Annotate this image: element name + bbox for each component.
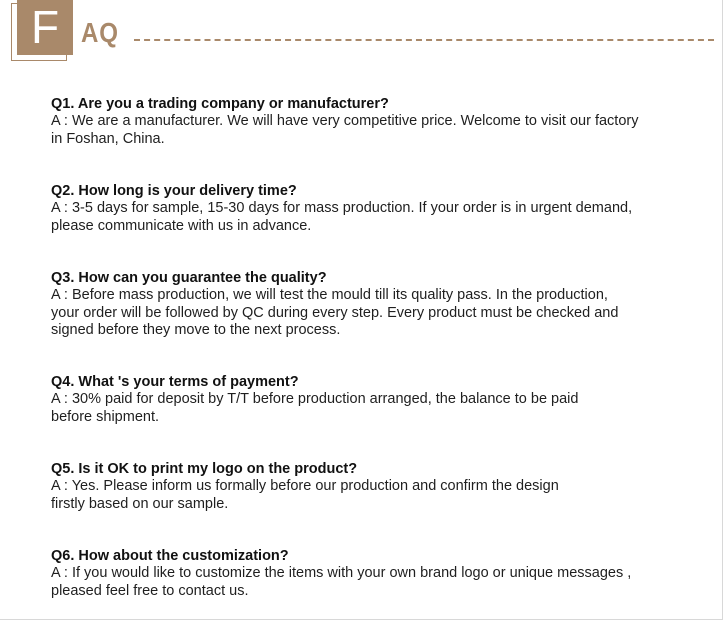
- faq-answer: A : We are a manufacturer. We will have very competitive price. Welcome to visit our factory in Foshan, China.: [51, 113, 639, 147]
- faq-question: Q1. Are you a trading company or manufacturer?: [51, 96, 389, 112]
- faq-answer: A : 30% paid for deposit by T/T before production arranged, the balance to be paid before shipment.: [51, 391, 579, 425]
- faq-question: Q3. How can you guarantee the quality?: [51, 270, 327, 286]
- faq-question: Q5. Is it OK to print my logo on the product?: [51, 461, 358, 477]
- faq-item-1: [51, 95, 711, 182]
- faq-header: [0, 0, 725, 80]
- faq-item-2: [51, 182, 711, 269]
- logo-letter-box: F: [17, 0, 73, 55]
- faq-question: Q4. What 's your terms of payment?: [51, 374, 299, 390]
- faq-item-5: [51, 460, 711, 547]
- faq-item-3: [51, 269, 711, 373]
- faq-question: Q2. How long is your delivery time?: [51, 183, 297, 199]
- faq-item-6: [51, 547, 711, 622]
- logo-title-rest: AQ: [81, 17, 119, 48]
- faq-question: Q6. How about the customization?: [51, 548, 289, 564]
- faq-item-4: [51, 373, 711, 460]
- faq-answer: A : If you would like to customize the items with your own brand logo or unique messages , pleased feel free to contact us.: [51, 565, 632, 599]
- faq-answer: A : Yes. Please inform us formally before our production and confirm the design firstly based on our sample.: [51, 478, 559, 512]
- header-divider: [134, 39, 714, 41]
- faq-answer: A : Before mass production, we will test the mould till its quality pass. In the production, your order will be followed by QC during every step. Every product must be checked and signed before they move to the next process.: [51, 287, 619, 338]
- faq-answer: A : 3-5 days for sample, 15-30 days for mass production. If your order is in urgent demand, please communicate with us in advance.: [51, 200, 633, 234]
- faq-list: [51, 95, 711, 622]
